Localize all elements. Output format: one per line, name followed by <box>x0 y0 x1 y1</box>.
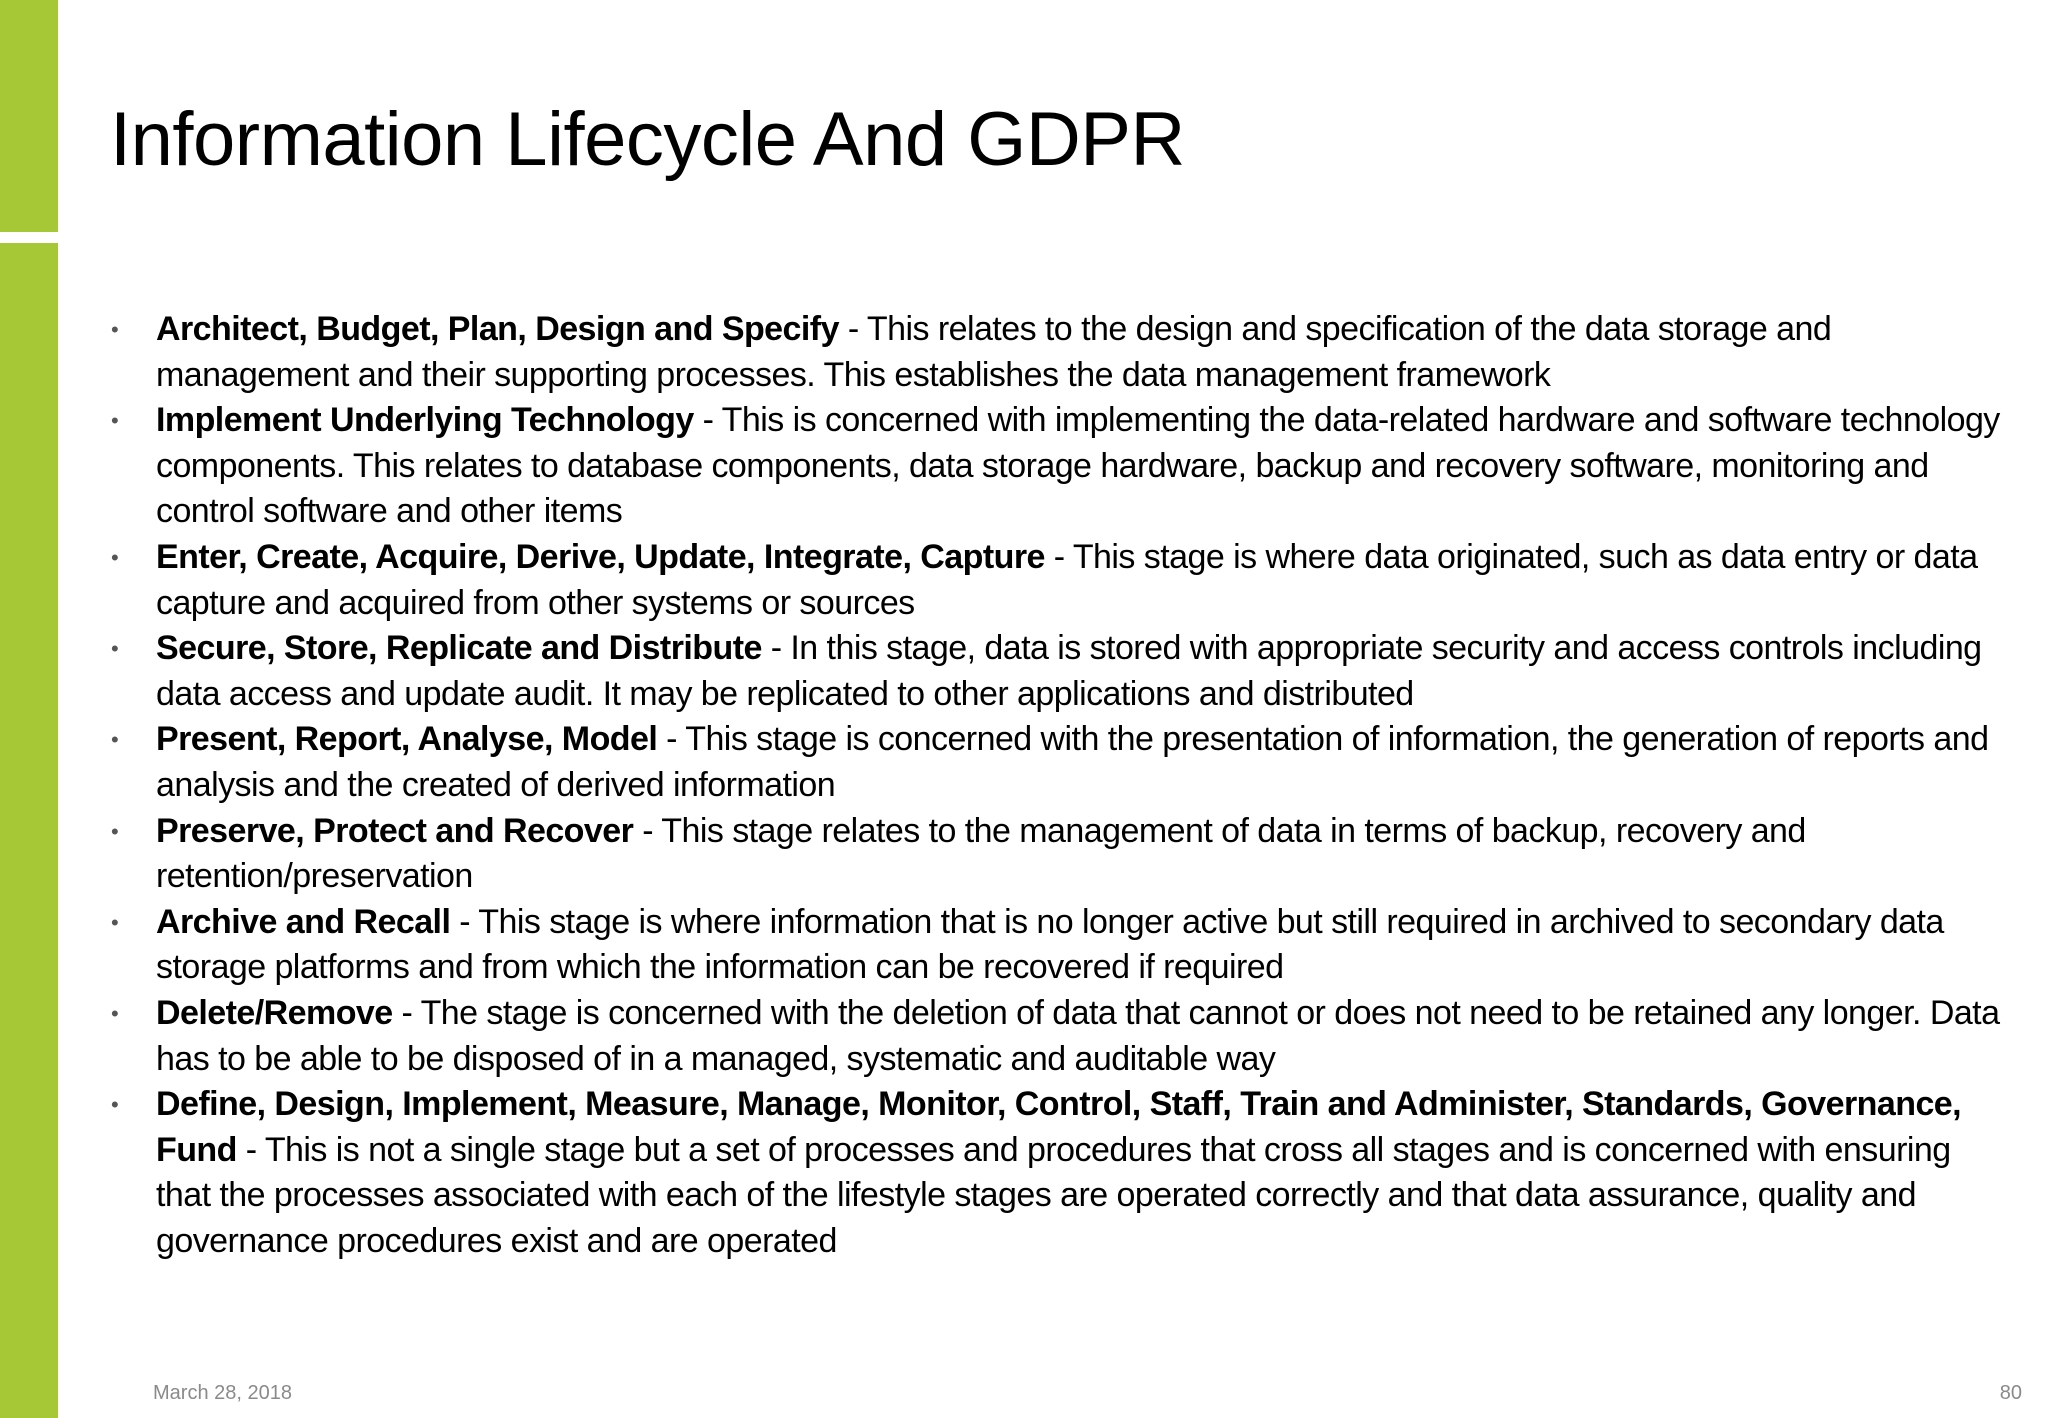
bullet-dot-icon: • <box>111 727 119 753</box>
bullet-text: - In this stage, data is stored with appropriate security and access controls including data access and update audit. It may be replicated to other applications and distributed <box>156 629 1982 713</box>
bullet-item-present <box>111 717 2006 808</box>
accent-bar-top <box>0 0 58 232</box>
bullet-list <box>111 307 2006 1264</box>
bullet-text: - This stage is where information that is no longer active but still required in archived to secondary data storage platforms and from which the information can be recovered if required <box>156 902 1944 987</box>
bullet-text: - The stage is concerned with the deletion of data that cannot or does not need to be retained any longer. Data has to be able to be disposed of in a managed, systematic and auditable way <box>156 993 2000 1078</box>
bullet-item-secure <box>111 626 2006 717</box>
bullet-item-enter <box>111 535 2006 626</box>
bullet-term: Implement Underlying Technology <box>156 401 694 440</box>
bullet-term: Define, Design, Implement, Measure, Manage, Monitor, Control, Staff, Train and Administer, Standards, Governance, Fund <box>156 1085 1962 1169</box>
bullet-item-implement <box>111 398 2006 535</box>
bullet-term: Archive and Recall <box>156 902 451 941</box>
bullet-item-define <box>111 1082 2006 1264</box>
bullet-dot-icon: • <box>111 1000 119 1026</box>
bullet-text: - This is concerned with implementing the data-related hardware and software technology components. This relates to database components, data storage hardware, backup and recovery software, monitoring and control software and other items <box>156 401 2000 531</box>
bullet-item-archive <box>111 900 2006 991</box>
bullet-term: Preserve, Protect and Recover <box>156 811 634 850</box>
bullet-text: - This relates to the design and specification of the data storage and management and their supporting processes. This establishes the data management framework <box>156 310 1832 394</box>
bullet-term: Architect, Budget, Plan, Design and Specify <box>156 310 839 348</box>
bullet-dot-icon: • <box>111 818 119 844</box>
page-number: 80 <box>1999 1382 2022 1404</box>
bullet-dot-icon: • <box>111 1092 119 1118</box>
footer-date: March 28, 2018 <box>153 1382 292 1404</box>
slide-title: Information Lifecycle And GDPR <box>110 97 1185 182</box>
bullet-dot-icon: • <box>111 408 119 434</box>
bullet-dot-icon: • <box>111 317 119 342</box>
bullet-dot-icon: • <box>111 909 119 935</box>
accent-bar-bottom <box>0 243 58 1418</box>
bullet-text: - This stage is concerned with the presentation of information, the generation of reports and analysis and the created of derived information <box>156 720 1989 804</box>
bullet-dot-icon: • <box>111 544 119 570</box>
bullet-term: Present, Report, Analyse, Model <box>156 720 658 759</box>
bullet-item-architect <box>111 307 2006 398</box>
bullet-text: - This stage is where data originated, such as data entry or data capture and acquired from other systems or sources <box>156 537 1978 622</box>
bullet-text: - This stage relates to the management of data in terms of backup, recovery and retention/preservation <box>156 811 1806 896</box>
bullet-dot-icon: • <box>111 636 119 662</box>
bullet-term: Enter, Create, Acquire, Derive, Update, Integrate, Capture <box>156 537 1045 576</box>
bullet-text: - This is not a single stage but a set of processes and procedures that cross all stages and is concerned with ensuring that the processes associated with each of the lifestyle stages are operated correctly and that data assurance, quality and governance procedures exist and are operated <box>156 1130 1951 1260</box>
bullet-item-delete <box>111 991 2006 1082</box>
bullet-term: Delete/Remove <box>156 993 393 1032</box>
bullet-term: Secure, Store, Replicate and Distribute <box>156 629 762 668</box>
bullet-item-preserve <box>111 809 2006 900</box>
